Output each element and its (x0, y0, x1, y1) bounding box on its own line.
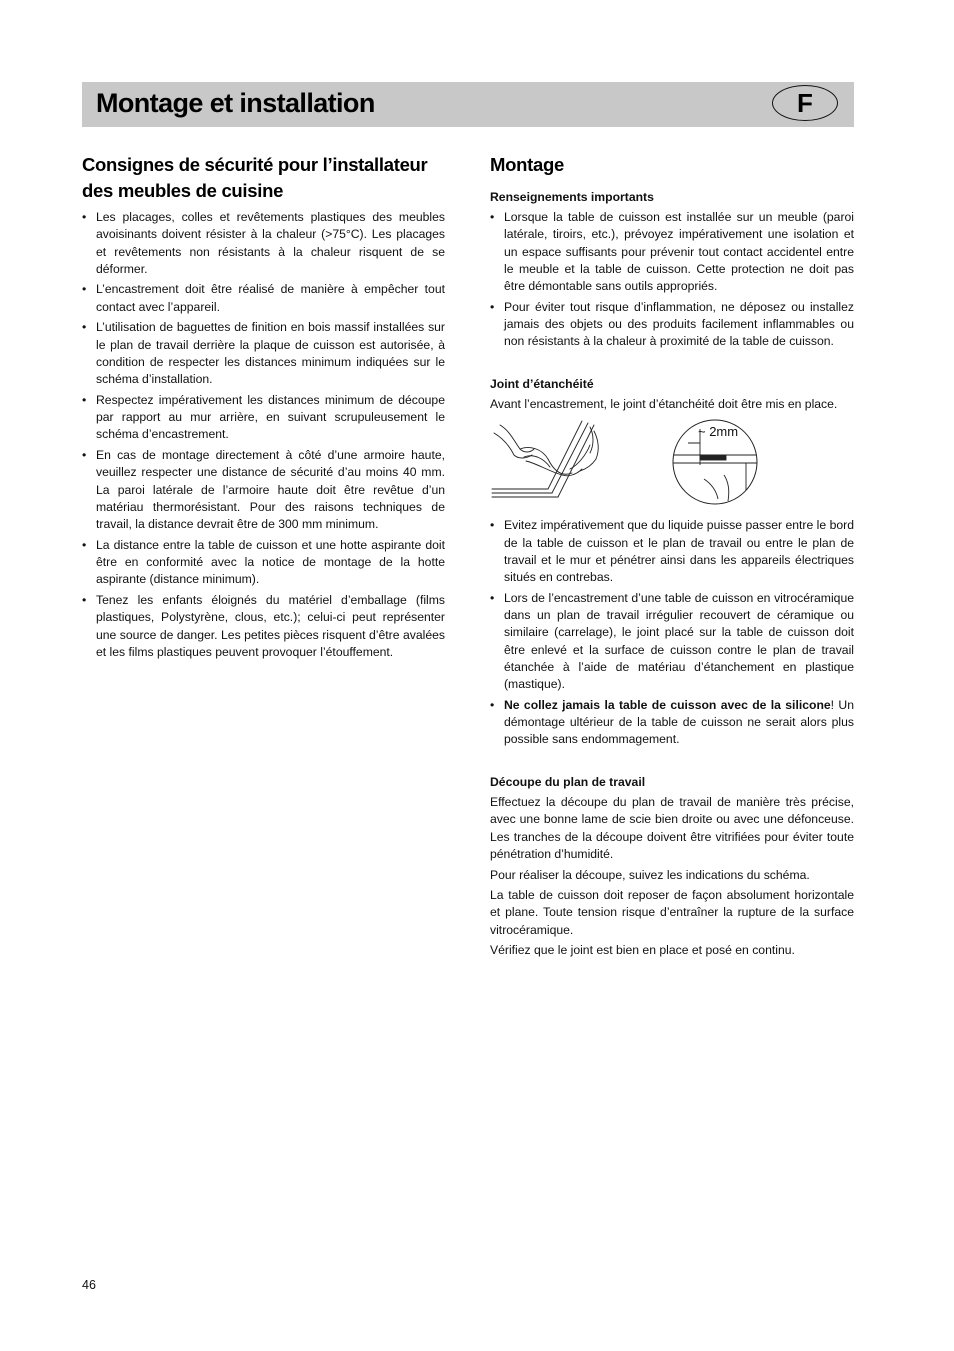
renseignements-list (490, 209, 854, 351)
page-title: Montage et installation (96, 88, 375, 118)
renseignements-heading: Renseignements importants (490, 190, 654, 204)
joint-intro: Avant l’encastrement, le joint d’étanchéité doit être mis en place. (490, 396, 838, 411)
page-header (82, 82, 854, 127)
seal-application-illustration (490, 419, 608, 505)
decoupe-paragraph: Vérifiez que le joint est bien en place et posé en continu. (490, 943, 795, 958)
joint-warning (490, 697, 854, 749)
warning-text: ! Un démontage ultérieur de la table de cuisson ne serait alors plus possible sans endommagement. (504, 697, 854, 747)
safety-item: • La distance entre la table de cuisson et une hotte aspirante doit être en conformité avec la notice de montage de la hotte aspirante (distance minimum). (82, 537, 445, 589)
safety-item: • L’utilisation de baguettes de finition en bois massif installées sur le plan de travail derrière la plaque de cuisson est autorisée, à condition de respecter les distances minimum indiquées sur le schéma d’installation. (82, 319, 445, 388)
safety-item: • Tenez les enfants éloignés du matériel d’emballage (films plastiques, Polystyrène, clous, etc.); celui-ci peut représenter une source de danger. Les petites pièces risquent d’être avalées et les films plastiques peuvent provoquer l’étouffement. (82, 592, 445, 661)
safety-heading: Consignes de sécurité pour l’installateur des meubles de cuisine (82, 154, 428, 201)
warning-bold-text: Ne collez jamais la table de cuisson avec de la silicone (504, 697, 831, 712)
renseignements-item: • Lorsque la table de cuisson est installée sur un meuble (paroi latérale, tiroirs, etc.), prévoyez impérativement une isolation et un espace suffisants pour prévenir tout contact accidentel entre le meuble et la table de cuisson. Cette protection ne doit pas être démontable sans outils appropriés. (490, 209, 854, 295)
joint-heading: Joint d’étanchéité (490, 376, 594, 391)
decoupe-paragraph: La table de cuisson doit reposer de façon absolument horizontale et plane. Toute tension risque d’entraîner la rupture de la surface vitrocéramique. (490, 888, 854, 937)
safety-item: • Respectez impérativement les distances minimum de découpe par rapport au mur arrière, en suivant scrupuleusement le schéma d’encastrement. (82, 392, 445, 444)
montage-heading: Montage (490, 154, 564, 175)
joint-figures (490, 419, 854, 505)
montage-section (490, 152, 854, 963)
safety-list (82, 209, 445, 661)
joint-item: • Lors de l’encastrement d’une table de cuisson en vitrocéramique dans un plan de travail irrégulier recouvert de céramique ou similaire (carrelage), le joint placé sur la table de cuisson doit être enlevé et la surface de cuisson contre le plan de travail étanchée à l’aide de matériau d’étanchement en plastique (mastique). (490, 590, 854, 694)
joint-list (490, 517, 854, 748)
page-number: 46 (82, 1278, 96, 1292)
decoupe-heading: Découpe du plan de travail (490, 775, 646, 790)
safety-item: • Les placages, colles et revêtements plastiques des meubles avoisinants doivent résister à la chaleur (>75°C). Les placages et revêtements non résistants à la chaleur risquent de se déformer. (82, 209, 445, 278)
safety-section (82, 152, 445, 665)
joint-item: • Evitez impérativement que du liquide puisse passer entre le bord de la table de cuisson et le plan de travail ou entre le plan de travail et le mur et pénétrer ainsi dans les appareils électriques situés en contrebas. (490, 517, 854, 586)
safety-item: • En cas de montage directement à côté d’une armoire haute, veuillez respecter une distance de sécurité d’au moins 40 mm. La paroi latérale de l’armoire haute doit être revêtue d’un matériau thermorésistant. Pour des raisons techniques de travail, la distance devrait être de 300 mm minimum. (82, 447, 445, 533)
decoupe-paragraph: Effectuez la découpe du plan de travail de manière très précise, avec une bonne lame de scie bien droite ou avec une défonceuse. Les tranches de la découpe doivent être vitrifiées pour éviter toute pénétration d’humidité. (490, 795, 854, 861)
renseignements-item: • Pour éviter tout risque d’inflammation, ne déposez ou installez jamais des objets ou des produits facilement inflammables ou non résistants à la chaleur à proximité de la table de cuisson. (490, 299, 854, 351)
safety-item: • L’encastrement doit être réalisé de manière à empêcher tout contact avec l’appareil. (82, 281, 445, 316)
gap-label: ~ 2mm (698, 424, 739, 440)
decoupe-paragraph: Pour réaliser la découpe, suivez les indications du schéma. (490, 867, 810, 882)
seal-detail-diagram (670, 419, 760, 505)
language-badge: F (772, 85, 838, 121)
